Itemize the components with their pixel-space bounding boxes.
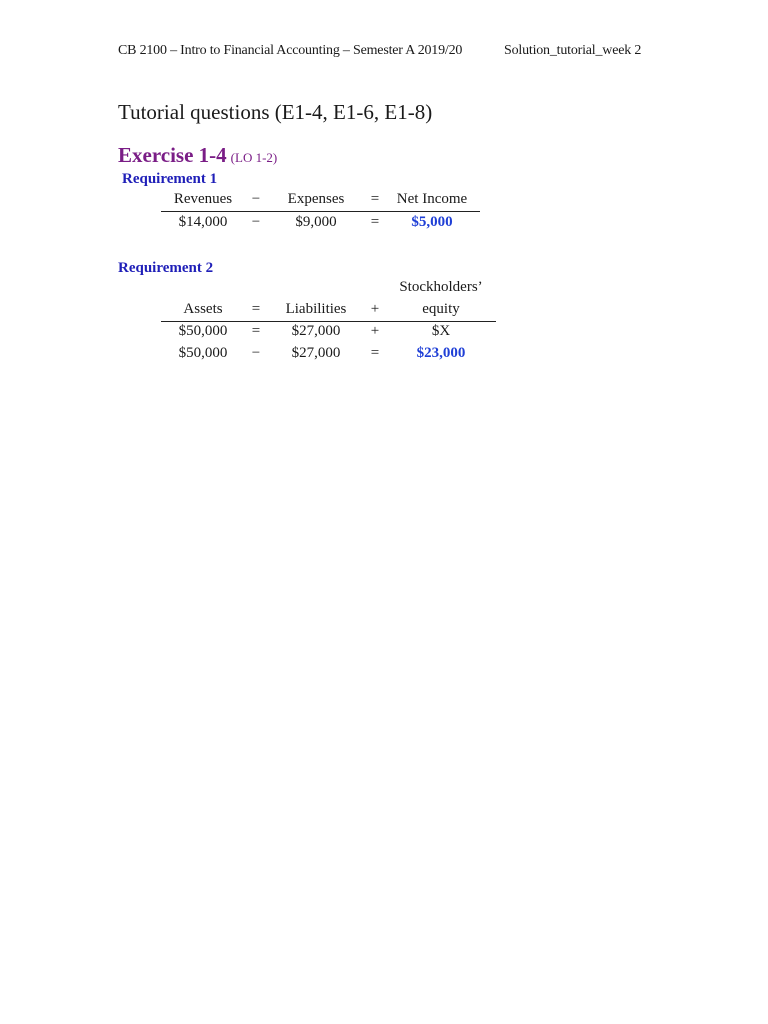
col-header-liabilities: Liabilities bbox=[285, 301, 347, 317]
cell-assets: $50,000 bbox=[178, 323, 228, 339]
cell-assets: $50,000 bbox=[178, 345, 228, 361]
header-course: CB 2100 – Intro to Financial Accounting – Semester A 2019/20 bbox=[118, 43, 463, 58]
cell-revenues: $14,000 bbox=[178, 214, 228, 230]
cell-operator: − bbox=[251, 345, 261, 361]
requirement-1-label: Requirement 1 bbox=[122, 171, 218, 187]
cell-operator: = bbox=[370, 345, 380, 361]
col-header-minus: − bbox=[251, 191, 261, 207]
col-header-equity: equity bbox=[422, 301, 460, 317]
requirement-2-label: Requirement 2 bbox=[118, 260, 214, 276]
cell-operator: − bbox=[251, 214, 261, 230]
page-title: Tutorial questions (E1-4, E1-6, E1-8) bbox=[118, 100, 433, 124]
col-header-net-income: Net Income bbox=[396, 191, 468, 207]
cell-equity-answer: $23,000 bbox=[416, 345, 466, 361]
cell-liabilities: $27,000 bbox=[291, 323, 341, 339]
table-rule bbox=[161, 211, 480, 212]
cell-net-income-answer: $5,000 bbox=[411, 214, 453, 230]
cell-operator: + bbox=[370, 323, 380, 339]
header-doc-name: Solution_tutorial_week 2 bbox=[504, 43, 642, 58]
exercise-title: Exercise 1-4 bbox=[118, 143, 227, 167]
col-header-equals: = bbox=[370, 191, 380, 207]
cell-expenses: $9,000 bbox=[295, 214, 337, 230]
cell-liabilities: $27,000 bbox=[291, 345, 341, 361]
col-header-equals: = bbox=[251, 301, 261, 317]
col-header-equity-top: Stockholders’ bbox=[399, 279, 483, 295]
col-header-plus: + bbox=[370, 301, 380, 317]
cell-operator: = bbox=[251, 323, 261, 339]
col-header-revenues: Revenues bbox=[173, 191, 233, 207]
table-rule bbox=[161, 321, 496, 322]
col-header-expenses: Expenses bbox=[287, 191, 345, 207]
cell-operator: = bbox=[370, 214, 380, 230]
exercise-heading bbox=[118, 143, 277, 168]
col-header-assets: Assets bbox=[183, 301, 223, 317]
cell-equity: $X bbox=[431, 323, 451, 339]
exercise-lo: (LO 1-2) bbox=[230, 150, 278, 165]
